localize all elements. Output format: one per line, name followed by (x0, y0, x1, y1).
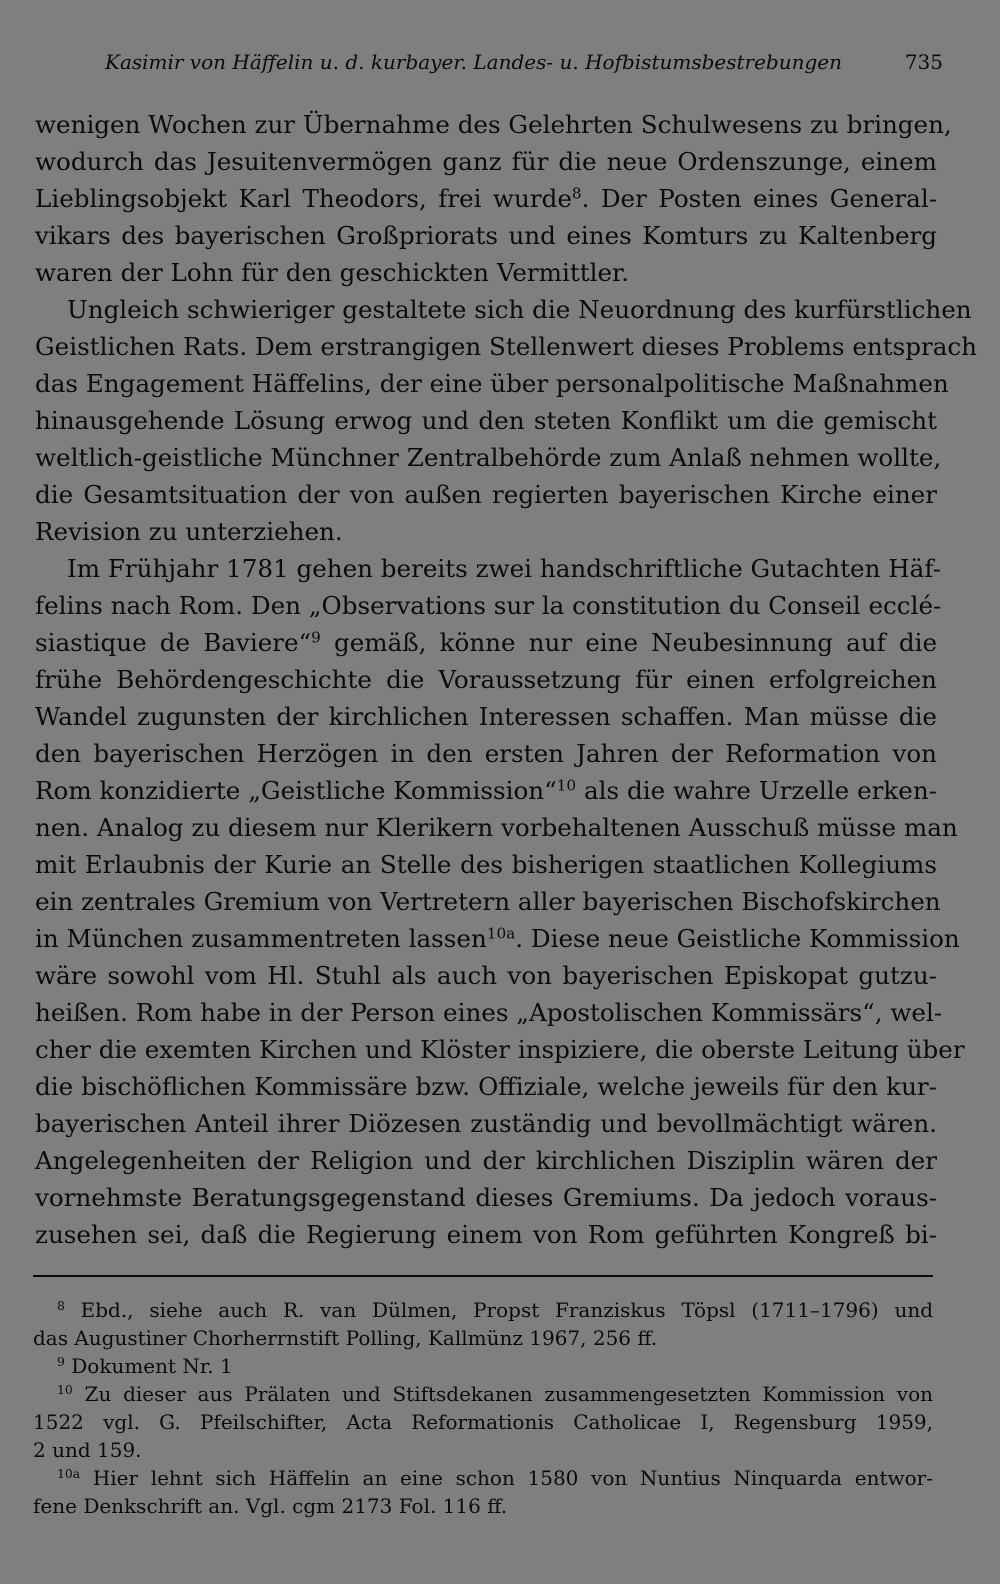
text-line: heißen. Rom habe in der Person eines „Apostolischen Kommissärs“, wel- (35, 998, 943, 1027)
footnote-ref-10: 10 (556, 776, 577, 795)
footnote-marker: 10 (57, 1382, 73, 1398)
text-line: nen. Analog zu diesem nur Klerikern vorbehaltenen Ausschuß müsse man (35, 813, 958, 842)
text-line: hinausgehende Lösung erwog und den steten Konflikt um die gemischt (35, 406, 937, 435)
text-line: vornehmste Beratungsgegenstand dieses Gremiums. Da jedoch voraus- (35, 1183, 937, 1212)
text-line: mit Erlaubnis der Kurie an Stelle des bisherigen staatlichen Kollegiums (35, 850, 937, 879)
footnote-marker: 10a (57, 1466, 81, 1482)
footnote-marker: 8 (57, 1298, 65, 1314)
text-line: das Engagement Häffelins, der eine über personalpolitische Maßnahmen (35, 369, 949, 398)
page-number: 735 (904, 50, 943, 74)
running-title: Kasimir von Häffelin u. d. kurbayer. Landes- u. Hofbistumsbestrebungen (105, 50, 843, 74)
footnotes (33, 1296, 933, 1520)
footnote-8-cont: das Augustiner Chorherrnstift Polling, Kallmünz 1967, 256 ff. (33, 1326, 658, 1350)
text-line: die Gesamtsituation der von außen regierten bayerischen Kirche einer (35, 480, 937, 509)
text-line: Geistlichen Rats. Dem erstrangigen Stellenwert dieses Problems entsprach (35, 332, 978, 361)
text-line: weltlich-geistliche Münchner Zentralbehörde zum Anlaß nehmen wollte, (35, 443, 942, 472)
text-line: in München zusammentreten lassen$^{10a}$. Diese neue Geistliche Kommission (35, 924, 960, 953)
text-line: siastique de Baviere“$^9$ gemäß, könne nur eine Neubesinnung auf die (35, 628, 937, 657)
text-line: wenigen Wochen zur Übernahme des Gelehrten Schulwesens zu bringen, (35, 110, 952, 139)
text-line: ein zentrales Gremium von Vertretern aller bayerischen Bischofskirchen (35, 887, 941, 916)
text-line: waren der Lohn für den geschickten Vermittler. (35, 258, 629, 287)
footnote-10-cont: 2 und 159. (33, 1438, 142, 1462)
body-text (35, 106, 978, 1253)
footnote-ref-8: 8 (571, 184, 582, 203)
text-line: Im Frühjahr 1781 gehen bereits zwei handschriftliche Gutachten Häf- (67, 554, 941, 583)
text-line: die bischöflichen Kommissäre bzw. Offiziale, welche jeweils für den kur- (35, 1072, 937, 1101)
text-line: vikars des bayerischen Großpriorats und eines Komturs zu Kaltenberg (35, 221, 937, 250)
text-line: felins nach Rom. Den „Observations sur la constitution du Conseil ecclé- (35, 591, 942, 620)
text-line: Revision zu unterziehen. (35, 517, 343, 546)
text-line: frühe Behördengeschichte die Voraussetzung für einen erfolgreichen (35, 665, 937, 694)
footnote-10a-cont: fene Denkschrift an. Vgl. cgm 2173 Fol. 116 ff. (33, 1494, 508, 1518)
footnote-10a: $^{10a}$ Hier lehnt sich Häffelin an eine schon 1580 von Nuntius Ninquarda entwor- (57, 1466, 933, 1490)
text-line: bayerischen Anteil ihrer Diözesen zuständig und bevollmächtigt wären. (35, 1109, 937, 1138)
footnote-divider (33, 1275, 933, 1277)
text-line: Wandel zugunsten der kirchlichen Interessen schaffen. Man müsse die (35, 702, 937, 731)
footnote-ref-9: 9 (311, 628, 321, 647)
text-line: wäre sowohl vom Hl. Stuhl als auch von bayerischen Episkopat gutzu- (35, 961, 937, 990)
footnote-ref-10a: 10a (486, 924, 516, 943)
text-line: cher die exemten Kirchen und Klöster inspiziere, die oberste Leitung über (35, 1035, 965, 1064)
text-line: Rom konzidierte „Geistliche Kommission“$^{10}$ als die wahre Urzelle erken- (35, 776, 937, 805)
footnote-marker: 9 (57, 1354, 65, 1370)
footnote-10: $^{10}$ Zu dieser aus Prälaten und Stiftsdekanen zusammengesetzten Kommission von (57, 1382, 933, 1406)
running-head (105, 50, 943, 74)
text-line: zusehen sei, daß die Regierung einem von Rom geführten Kongreß bi- (35, 1220, 937, 1249)
text-line: wodurch das Jesuitenvermögen ganz für die neue Ordenszunge, einem (35, 147, 937, 176)
text-line: Angelegenheiten der Religion und der kirchlichen Disziplin wären der (35, 1146, 937, 1175)
footnote-9: $^9$ Dokument Nr. 1 (57, 1354, 233, 1378)
text-line: Lieblingsobjekt Karl Theodors, frei wurde$^8$. Der Posten eines General- (35, 184, 937, 213)
footnote-8: $^8$ Ebd., siehe auch R. van Dülmen, Propst Franziskus Töpsl (1711–1796) und (57, 1298, 934, 1322)
footnote-10-cont: 1522 vgl. G. Pfeilschifter, Acta Reformationis Catholicae I, Regensburg 1959, (33, 1410, 933, 1434)
text-line: den bayerischen Herzögen in den ersten Jahren der Reformation von (35, 739, 937, 768)
text-line: Ungleich schwieriger gestaltete sich die Neuordnung des kurfürstlichen (67, 295, 972, 324)
